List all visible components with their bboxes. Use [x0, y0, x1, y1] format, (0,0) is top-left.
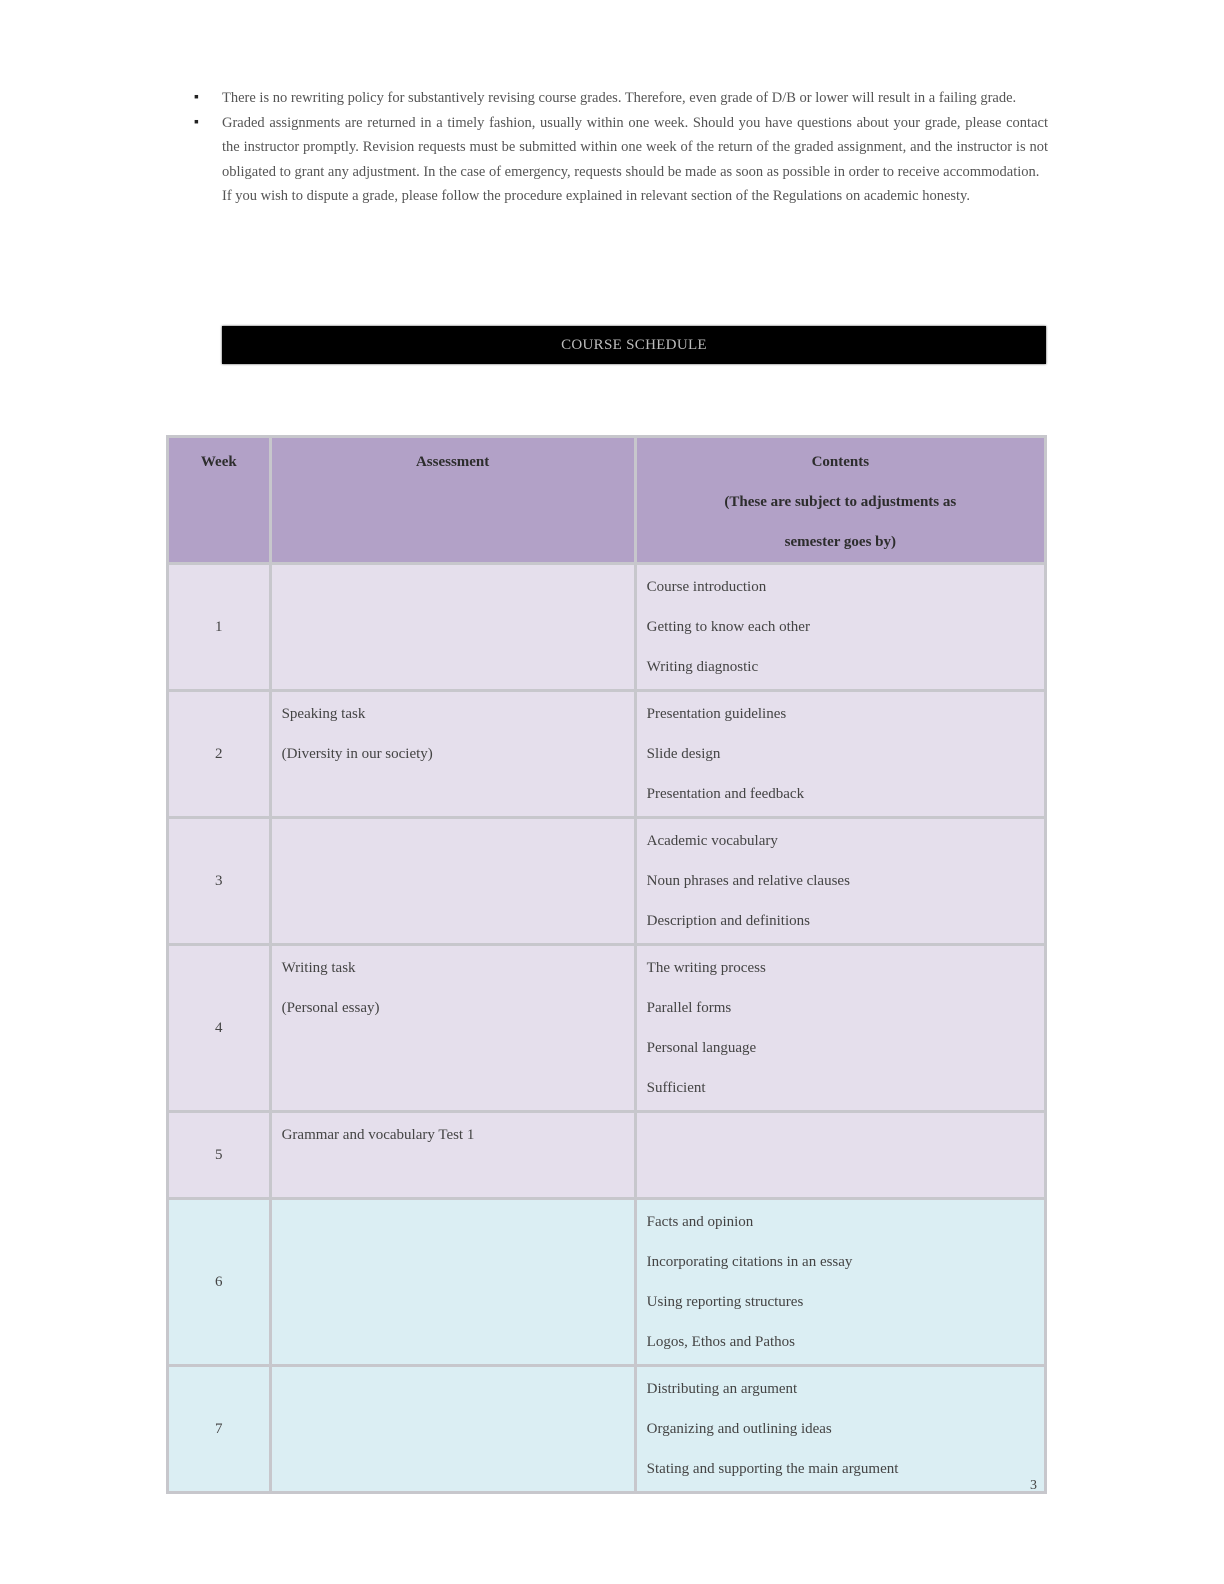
week-cell: 3 — [168, 818, 271, 945]
contents-cell — [635, 1366, 1045, 1493]
bullet-paragraph: There is no rewriting policy for substantively revising course grades. Therefore, even grade of D/B or lower will result in a failing grade. — [222, 90, 1017, 106]
schedule-body — [168, 564, 1046, 1493]
contents-cell — [635, 564, 1045, 691]
contents-line: Getting to know each other — [646, 619, 810, 635]
assessment-cell — [270, 945, 635, 1112]
assessment-cell — [270, 818, 635, 945]
contents-line: Course introduction — [646, 579, 767, 595]
header-week: Week — [168, 437, 271, 564]
contents-cell — [635, 945, 1045, 1112]
bullet-marker-icon: ▪ — [194, 114, 199, 130]
table-row — [168, 564, 1046, 691]
course-schedule-table — [166, 435, 1047, 1494]
contents-line: Stating and supporting the main argument — [646, 1461, 899, 1477]
assessment-cell — [270, 1112, 635, 1199]
table-row — [168, 691, 1046, 818]
bullet-marker-icon: ▪ — [194, 90, 199, 105]
week-cell: 7 — [168, 1366, 271, 1493]
table-row — [168, 1199, 1046, 1366]
table-row — [168, 1366, 1046, 1493]
contents-cell — [635, 1112, 1045, 1199]
contents-line: Incorporating citations in an essay — [646, 1254, 853, 1270]
contents-cell — [635, 691, 1045, 818]
contents-line: Sufficient — [646, 1080, 706, 1096]
assessment-line: (Diversity in our society) — [281, 746, 433, 762]
bullet-paragraph: If you wish to dispute a grade, please follow the procedure explained in relevant section of the Regulations on academic honesty. — [222, 188, 970, 204]
contents-line: Logos, Ethos and Pathos — [646, 1334, 795, 1350]
contents-line: Slide design — [646, 746, 721, 762]
contents-line: Writing diagnostic — [646, 659, 759, 675]
bullet-paragraph: Graded assignments are returned in a timely fashion, usually within one week. Should you have questions about your grade, please contact the instructor promptly. Revision requests must be submitted within one week of the return of the graded assignment, and the instructor is not obligated to grant any adjustment. In the case of emergency, requests should be made as soon as possible in order to receive accommodation. — [222, 114, 1048, 180]
contents-line: Using reporting structures — [646, 1294, 804, 1310]
week-cell: 6 — [168, 1199, 271, 1366]
header-contents: Contents (These are subject to adjustments as semester goes by) — [635, 437, 1045, 564]
table-row — [168, 945, 1046, 1112]
contents-line: Presentation and feedback — [646, 786, 805, 802]
policy-bullet-list — [188, 86, 1048, 209]
assessment-cell — [270, 1366, 635, 1493]
contents-cell — [635, 1199, 1045, 1366]
course-schedule-banner — [222, 326, 1046, 364]
week-cell: 2 — [168, 691, 271, 818]
week-cell: 5 — [168, 1112, 271, 1199]
week-cell: 4 — [168, 945, 271, 1112]
table-header-row — [168, 437, 1046, 564]
table-row — [168, 1112, 1046, 1199]
contents-line: Noun phrases and relative clauses — [646, 873, 850, 889]
contents-line: Presentation guidelines — [646, 706, 787, 722]
week-cell: 1 — [168, 564, 271, 691]
assessment-cell — [270, 564, 635, 691]
assessment-line: Writing task — [281, 960, 356, 976]
policy-bullet — [188, 111, 1048, 209]
contents-line: Parallel forms — [646, 1000, 732, 1016]
policy-bullet — [188, 86, 1048, 111]
assessment-line: (Personal essay) — [281, 1000, 380, 1016]
contents-line: Description and definitions — [646, 913, 810, 929]
assessment-line: Grammar and vocabulary Test 1 — [281, 1127, 475, 1143]
contents-cell — [635, 818, 1045, 945]
header-assessment: Assessment — [270, 437, 635, 564]
banner-title: COURSE SCHEDULE — [561, 336, 707, 353]
contents-line: Distributing an argument — [646, 1381, 798, 1397]
contents-line: Personal language — [646, 1040, 757, 1056]
assessment-cell — [270, 1199, 635, 1366]
contents-line: Facts and opinion — [646, 1214, 754, 1230]
assessment-cell — [270, 691, 635, 818]
table-row — [168, 818, 1046, 945]
contents-line: The writing process — [646, 960, 766, 976]
assessment-line: Speaking task — [281, 706, 366, 722]
page-number: 3 — [1030, 1478, 1037, 1493]
contents-line: Academic vocabulary — [646, 833, 778, 849]
contents-line: Organizing and outlining ideas — [646, 1421, 832, 1437]
